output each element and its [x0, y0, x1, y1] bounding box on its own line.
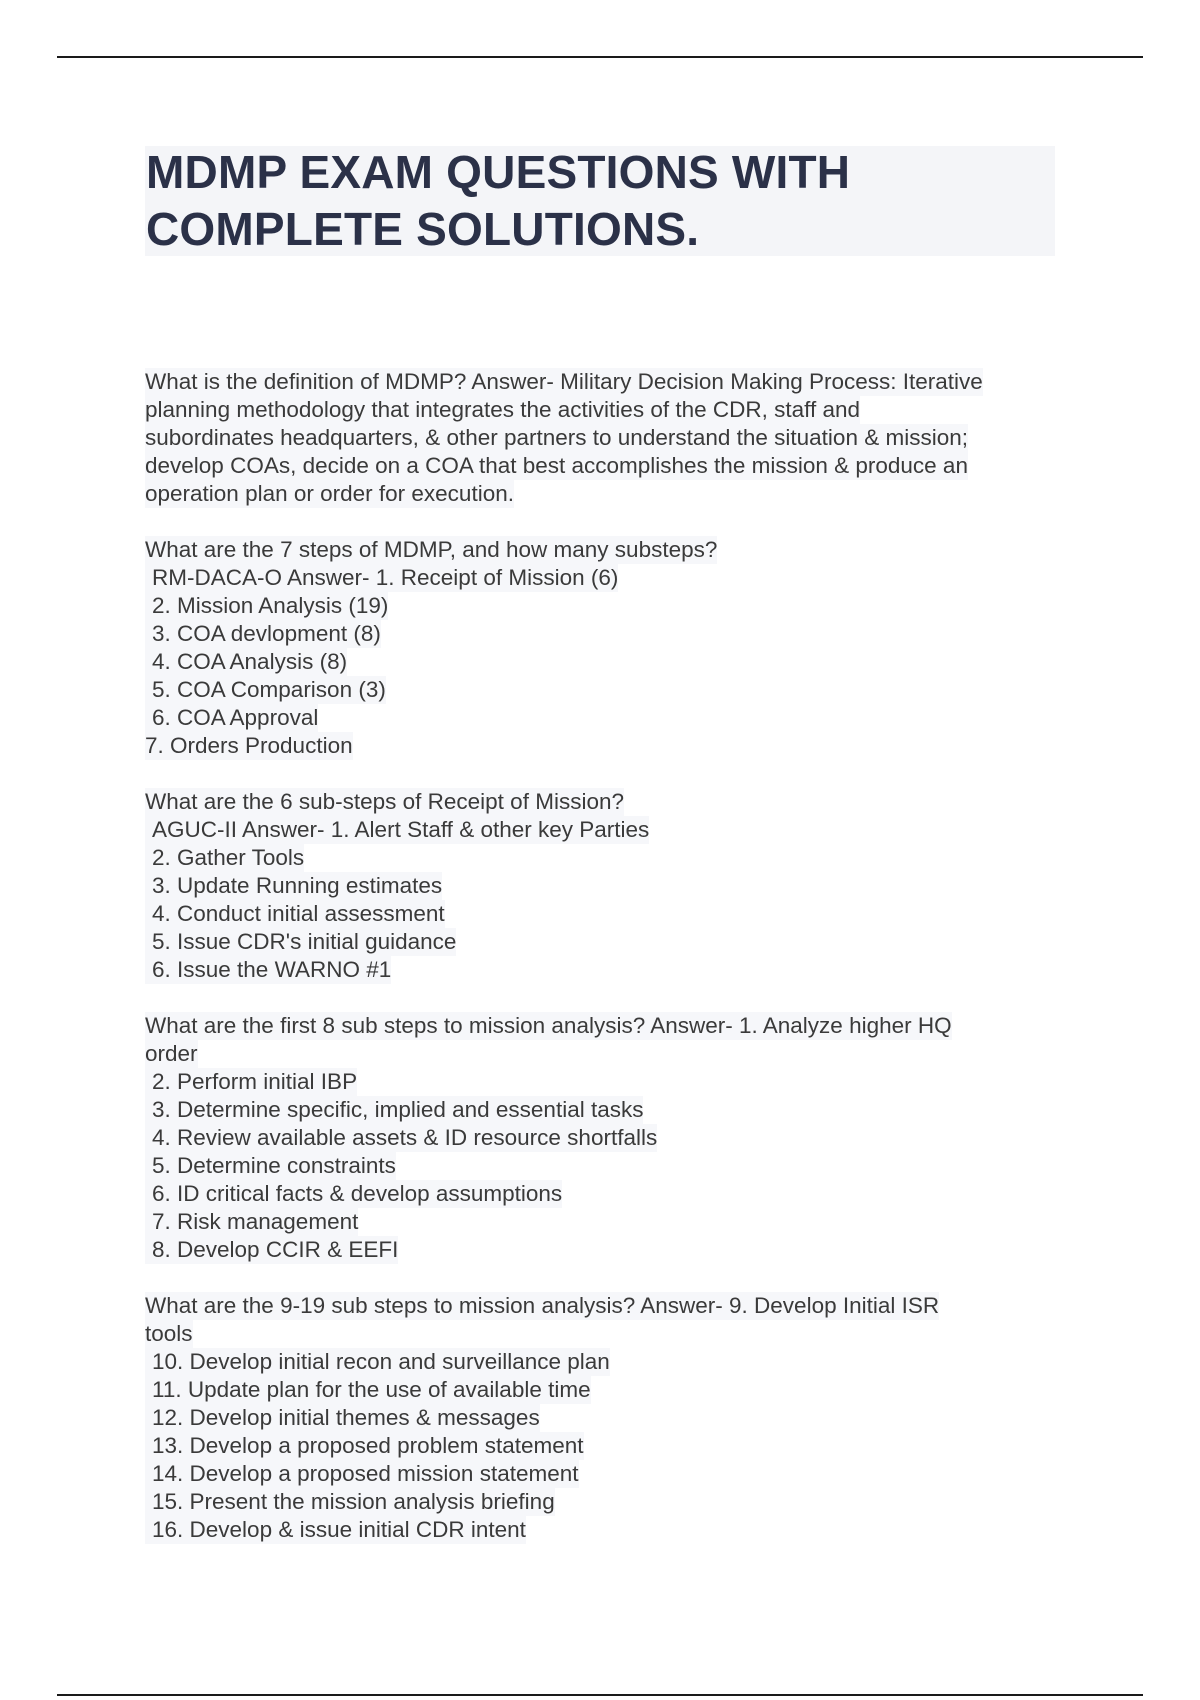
answer-line: develop COAs, decide on a COA that best accomplishes the mission & produce an [145, 453, 968, 478]
question-line: What is the definition of MDMP? Answer- Military Decision Making Process: Iterative [145, 369, 983, 394]
question-line: What are the 9-19 sub steps to mission analysis? Answer- 9. Develop Initial ISR [145, 1293, 940, 1318]
qa-item-mission-analysis-9-19 [145, 1292, 1065, 1544]
answer-line: subordinates headquarters, & other partners to understand the situation & mission; [145, 425, 968, 450]
qa-content [145, 368, 1065, 1572]
answer-line: 7. Risk management [145, 1208, 358, 1236]
answer-line: 6. ID critical facts & develop assumptions [145, 1180, 562, 1208]
bottom-rule [57, 1694, 1143, 1696]
answer-line: operation plan or order for execution. [145, 481, 514, 506]
answer-line: RM-DACA-O Answer- 1. Receipt of Mission (6) [145, 564, 618, 592]
answer-line: 3. Determine specific, implied and essential tasks [145, 1096, 643, 1124]
answer-line: 5. COA Comparison (3) [145, 676, 386, 704]
title-line: COMPLETE SOLUTIONS. [146, 203, 700, 255]
answer-line: 4. Review available assets & ID resource shortfalls [145, 1124, 657, 1152]
answer-line: 4. COA Analysis (8) [145, 648, 347, 676]
answer-line: 7. Orders Production [145, 733, 353, 758]
answer-line: 16. Develop & issue initial CDR intent [145, 1516, 526, 1544]
answer-line: 3. COA devlopment (8) [145, 620, 381, 648]
answer-line: 10. Develop initial recon and surveillance plan [145, 1348, 610, 1376]
answer-line: 15. Present the mission analysis briefing [145, 1488, 555, 1516]
qa-item-mission-analysis-1-8 [145, 1012, 1065, 1264]
answer-line: planning methodology that integrates the activities of the CDR, staff and [145, 397, 861, 422]
top-rule [57, 56, 1143, 58]
answer-line: 3. Update Running estimates [145, 872, 442, 900]
answer-line: 6. COA Approval [145, 704, 318, 732]
answer-line: 2. Mission Analysis (19) [145, 592, 388, 620]
answer-line: 14. Develop a proposed mission statement [145, 1460, 579, 1488]
answer-line: 6. Issue the WARNO #1 [145, 956, 391, 984]
qa-item-definition [145, 368, 1065, 508]
question-line: tools [145, 1321, 193, 1346]
answer-line: 8. Develop CCIR & EEFI [145, 1236, 398, 1264]
answer-line: AGUC-II Answer- 1. Alert Staff & other key Parties [145, 816, 649, 844]
answer-line: 11. Update plan for the use of available time [145, 1376, 591, 1404]
question-line: What are the first 8 sub steps to mission analysis? Answer- 1. Analyze higher HQ [145, 1013, 952, 1038]
answer-line: 2. Perform initial IBP [145, 1068, 357, 1096]
answer-line: 12. Develop initial themes & messages [145, 1404, 540, 1432]
answer-line: 5. Issue CDR's initial guidance [145, 928, 456, 956]
question-line: order [145, 1041, 198, 1066]
qa-item-seven-steps [145, 536, 1065, 760]
answer-line: 5. Determine constraints [145, 1152, 396, 1180]
answer-line: 13. Develop a proposed problem statement [145, 1432, 584, 1460]
answer-line: 2. Gather Tools [145, 844, 304, 872]
title-line: MDMP EXAM QUESTIONS WITH [146, 146, 851, 198]
question-line: What are the 6 sub-steps of Receipt of Mission? [145, 789, 624, 814]
document-title [146, 144, 1046, 258]
qa-item-receipt-of-mission [145, 788, 1065, 984]
answer-line: 4. Conduct initial assessment [145, 900, 445, 928]
question-line: What are the 7 steps of MDMP, and how many substeps? [145, 537, 718, 562]
